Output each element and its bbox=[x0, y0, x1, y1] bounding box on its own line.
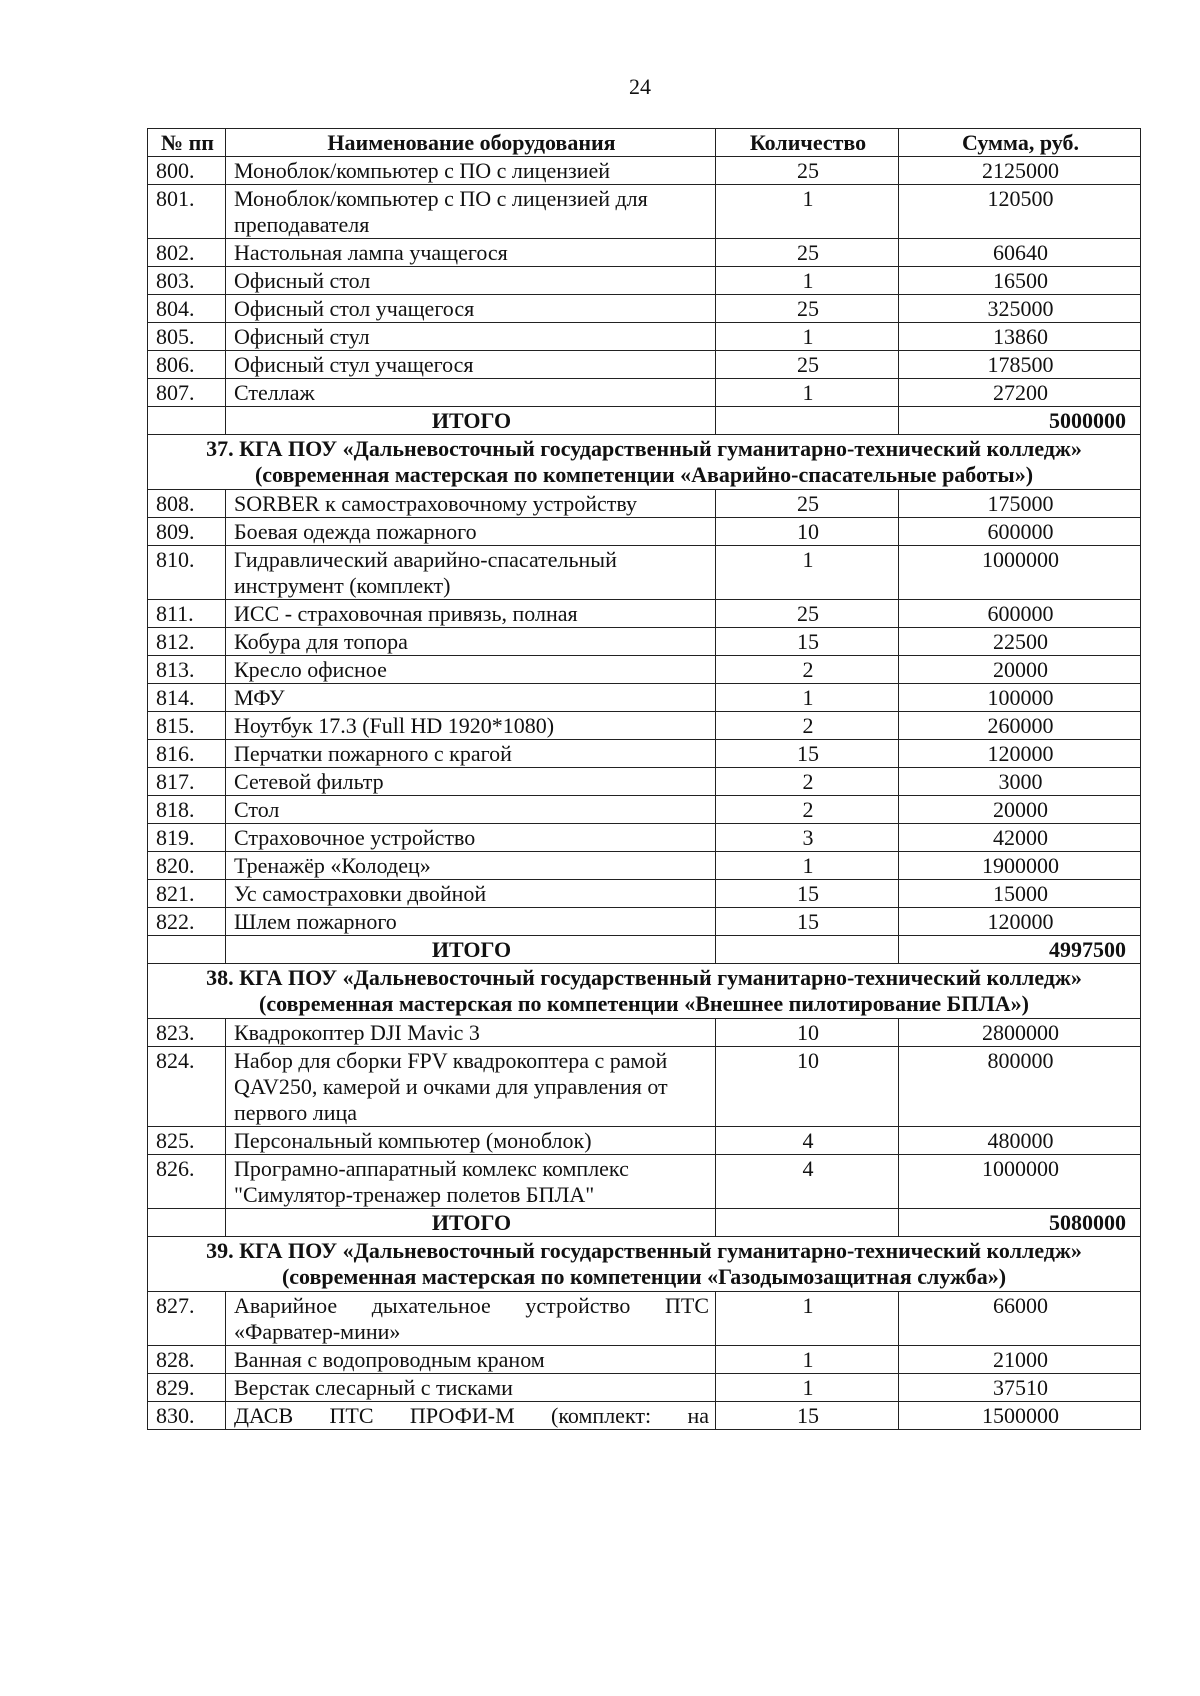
quantity: 10 bbox=[716, 1019, 899, 1047]
quantity: 25 bbox=[716, 490, 899, 518]
section-heading bbox=[148, 1237, 1141, 1292]
row-number: 816. bbox=[148, 740, 226, 768]
row-number: 807. bbox=[148, 379, 226, 407]
equipment-name: Аварийное дыхательное устройство ПТС «Фарватер-мини» bbox=[226, 1292, 716, 1346]
row-number: 802. bbox=[148, 239, 226, 267]
row-number: 820. bbox=[148, 852, 226, 880]
section-title: 37. КГА ПОУ «Дальневосточный государственный гуманитарно-технический колледж» bbox=[206, 436, 1082, 461]
total-label: ИТОГО bbox=[226, 407, 716, 435]
equipment-name: Ноутбук 17.3 (Full HD 1920*1080) bbox=[226, 712, 716, 740]
table-row bbox=[148, 1127, 1141, 1155]
row-number: 826. bbox=[148, 1155, 226, 1209]
total-sum: 4997500 bbox=[899, 936, 1141, 964]
quantity: 25 bbox=[716, 295, 899, 323]
total-empty-cell bbox=[716, 1209, 899, 1237]
quantity: 1 bbox=[716, 852, 899, 880]
table-row bbox=[148, 239, 1141, 267]
sum-rub: 175000 bbox=[899, 490, 1141, 518]
table-row bbox=[148, 796, 1141, 824]
table-body bbox=[148, 157, 1141, 1430]
section-subtitle: (современная мастерская по компетенции «Газодымозащитная служба») bbox=[281, 1264, 1007, 1289]
equipment-name: Моноблок/компьютер с ПО с лицензией bbox=[226, 157, 716, 185]
sum-rub: 1900000 bbox=[899, 852, 1141, 880]
sum-rub: 120000 bbox=[899, 908, 1141, 936]
total-label: ИТОГО bbox=[226, 936, 716, 964]
row-number: 817. bbox=[148, 768, 226, 796]
table-row bbox=[148, 295, 1141, 323]
equipment-name: Тренажёр «Колодец» bbox=[226, 852, 716, 880]
table-row bbox=[148, 824, 1141, 852]
row-number: 825. bbox=[148, 1127, 226, 1155]
page-number: 24 bbox=[629, 74, 651, 99]
row-number: 824. bbox=[148, 1047, 226, 1127]
table-row bbox=[148, 908, 1141, 936]
sum-rub: 1000000 bbox=[899, 1155, 1141, 1209]
table-row bbox=[148, 323, 1141, 351]
sum-rub: 100000 bbox=[899, 684, 1141, 712]
row-number: 814. bbox=[148, 684, 226, 712]
quantity: 25 bbox=[716, 600, 899, 628]
table-header-row bbox=[148, 129, 1141, 157]
sum-rub: 15000 bbox=[899, 880, 1141, 908]
sum-rub: 120500 bbox=[899, 185, 1141, 239]
quantity: 1 bbox=[716, 1292, 899, 1346]
sum-rub: 800000 bbox=[899, 1047, 1141, 1127]
section-title: 38. КГА ПОУ «Дальневосточный государственный гуманитарно-технический колледж» bbox=[206, 965, 1082, 990]
total-sum: 5000000 bbox=[899, 407, 1141, 435]
table-row bbox=[148, 351, 1141, 379]
equipment-name: Перчатки пожарного с крагой bbox=[226, 740, 716, 768]
quantity: 1 bbox=[716, 1346, 899, 1374]
quantity: 25 bbox=[716, 351, 899, 379]
row-number: 810. bbox=[148, 546, 226, 600]
equipment-name: МФУ bbox=[226, 684, 716, 712]
section-subtitle: (современная мастерская по компетенции «Аварийно-спасательные работы») bbox=[254, 462, 1034, 487]
quantity: 10 bbox=[716, 518, 899, 546]
sum-rub: 2125000 bbox=[899, 157, 1141, 185]
sum-rub: 600000 bbox=[899, 600, 1141, 628]
quantity: 1 bbox=[716, 379, 899, 407]
quantity: 3 bbox=[716, 824, 899, 852]
table-row bbox=[148, 852, 1141, 880]
sum-rub: 42000 bbox=[899, 824, 1141, 852]
table-row bbox=[148, 740, 1141, 768]
table-row bbox=[148, 1374, 1141, 1402]
table-row bbox=[148, 1346, 1141, 1374]
row-number: 813. bbox=[148, 656, 226, 684]
sum-rub: 480000 bbox=[899, 1127, 1141, 1155]
table-row bbox=[148, 1402, 1141, 1430]
header-num: № пп bbox=[148, 129, 226, 157]
header-sum: Сумма, руб. bbox=[899, 129, 1141, 157]
quantity: 1 bbox=[716, 323, 899, 351]
row-number: 819. bbox=[148, 824, 226, 852]
sum-rub: 20000 bbox=[899, 656, 1141, 684]
table-row bbox=[148, 518, 1141, 546]
sum-rub: 260000 bbox=[899, 712, 1141, 740]
quantity: 1 bbox=[716, 267, 899, 295]
sum-rub: 2800000 bbox=[899, 1019, 1141, 1047]
equipment-name: Квадрокоптер DJI Mavic 3 bbox=[226, 1019, 716, 1047]
total-sum: 5080000 bbox=[899, 1209, 1141, 1237]
quantity: 25 bbox=[716, 239, 899, 267]
section-title: 39. КГА ПОУ «Дальневосточный государственный гуманитарно-технический колледж» bbox=[206, 1238, 1082, 1263]
sum-rub: 22500 bbox=[899, 628, 1141, 656]
equipment-table bbox=[147, 128, 1141, 1430]
row-number: 829. bbox=[148, 1374, 226, 1402]
row-number: 805. bbox=[148, 323, 226, 351]
sum-rub: 325000 bbox=[899, 295, 1141, 323]
sum-rub: 1500000 bbox=[899, 1402, 1141, 1430]
table-row bbox=[148, 656, 1141, 684]
table-row bbox=[148, 185, 1141, 239]
header-qty: Количество bbox=[716, 129, 899, 157]
equipment-name: ДАСВ ПТС ПРОФИ-М (комплект: на bbox=[226, 1402, 716, 1430]
table-row bbox=[148, 880, 1141, 908]
table-row bbox=[148, 157, 1141, 185]
row-number: 811. bbox=[148, 600, 226, 628]
section-heading bbox=[148, 435, 1141, 490]
quantity: 15 bbox=[716, 908, 899, 936]
equipment-name: Гидравлический аварийно-спасательный инструмент (комплект) bbox=[226, 546, 716, 600]
row-number: 804. bbox=[148, 295, 226, 323]
quantity: 1 bbox=[716, 684, 899, 712]
quantity: 2 bbox=[716, 712, 899, 740]
equipment-name: Програмно-аппаратный комлекс комплекс "Симулятор-тренажер полетов БПЛА" bbox=[226, 1155, 716, 1209]
equipment-name: Моноблок/компьютер с ПО с лицензией для преподавателя bbox=[226, 185, 716, 239]
sum-rub: 3000 bbox=[899, 768, 1141, 796]
equipment-name: ИСС - страховочная привязь, полная bbox=[226, 600, 716, 628]
quantity: 1 bbox=[716, 546, 899, 600]
row-number: 827. bbox=[148, 1292, 226, 1346]
row-number: 821. bbox=[148, 880, 226, 908]
table-row bbox=[148, 712, 1141, 740]
equipment-name: Верстак слесарный с тисками bbox=[226, 1374, 716, 1402]
sum-rub: 20000 bbox=[899, 796, 1141, 824]
equipment-name: Стол bbox=[226, 796, 716, 824]
sum-rub: 60640 bbox=[899, 239, 1141, 267]
row-number: 800. bbox=[148, 157, 226, 185]
equipment-name: Страховочное устройство bbox=[226, 824, 716, 852]
total-empty-cell bbox=[716, 407, 899, 435]
total-label: ИТОГО bbox=[226, 1209, 716, 1237]
row-number: 803. bbox=[148, 267, 226, 295]
table-row bbox=[148, 768, 1141, 796]
equipment-name: Шлем пожарного bbox=[226, 908, 716, 936]
table-row bbox=[148, 379, 1141, 407]
section-heading-row bbox=[148, 1237, 1141, 1292]
equipment-name: Кресло офисное bbox=[226, 656, 716, 684]
quantity: 15 bbox=[716, 740, 899, 768]
quantity: 2 bbox=[716, 796, 899, 824]
sum-rub: 16500 bbox=[899, 267, 1141, 295]
row-number: 801. bbox=[148, 185, 226, 239]
total-row bbox=[148, 407, 1141, 435]
sum-rub: 13860 bbox=[899, 323, 1141, 351]
quantity: 2 bbox=[716, 656, 899, 684]
table-row bbox=[148, 1292, 1141, 1346]
table-row bbox=[148, 546, 1141, 600]
equipment-name: Персональный компьютер (моноблок) bbox=[226, 1127, 716, 1155]
sum-rub: 1000000 bbox=[899, 546, 1141, 600]
table-row bbox=[148, 267, 1141, 295]
equipment-name: Набор для сборки FPV квадрокоптера с рамой QAV250, камерой и очками для управления от первого лица bbox=[226, 1047, 716, 1127]
sum-rub: 37510 bbox=[899, 1374, 1141, 1402]
sum-rub: 66000 bbox=[899, 1292, 1141, 1346]
quantity: 4 bbox=[716, 1155, 899, 1209]
total-empty-cell bbox=[148, 1209, 226, 1237]
quantity: 2 bbox=[716, 768, 899, 796]
row-number: 828. bbox=[148, 1346, 226, 1374]
row-number: 809. bbox=[148, 518, 226, 546]
header-name: Наименование оборудования bbox=[226, 129, 716, 157]
section-heading-row bbox=[148, 435, 1141, 490]
equipment-name: Офисный стул учащегося bbox=[226, 351, 716, 379]
equipment-name: Настольная лампа учащегося bbox=[226, 239, 716, 267]
row-number: 830. bbox=[148, 1402, 226, 1430]
row-number: 806. bbox=[148, 351, 226, 379]
equipment-name: Кобура для топора bbox=[226, 628, 716, 656]
total-row bbox=[148, 936, 1141, 964]
equipment-name: Сетевой фильтр bbox=[226, 768, 716, 796]
row-number: 812. bbox=[148, 628, 226, 656]
section-subtitle: (современная мастерская по компетенции «Внешнее пилотирование БПЛА») bbox=[259, 991, 1029, 1016]
table-row bbox=[148, 628, 1141, 656]
row-number: 808. bbox=[148, 490, 226, 518]
quantity: 4 bbox=[716, 1127, 899, 1155]
total-empty-cell bbox=[716, 936, 899, 964]
table-row bbox=[148, 684, 1141, 712]
table-row bbox=[148, 1047, 1141, 1127]
equipment-name: Офисный стул bbox=[226, 323, 716, 351]
section-heading bbox=[148, 964, 1141, 1019]
equipment-name: Стеллаж bbox=[226, 379, 716, 407]
row-number: 818. bbox=[148, 796, 226, 824]
sum-rub: 600000 bbox=[899, 518, 1141, 546]
equipment-name: Ус самостраховки двойной bbox=[226, 880, 716, 908]
quantity: 15 bbox=[716, 628, 899, 656]
sum-rub: 21000 bbox=[899, 1346, 1141, 1374]
equipment-name: Боевая одежда пожарного bbox=[226, 518, 716, 546]
row-number: 823. bbox=[148, 1019, 226, 1047]
table-row bbox=[148, 600, 1141, 628]
equipment-name: Офисный стол учащегося bbox=[226, 295, 716, 323]
equipment-name: Офисный стол bbox=[226, 267, 716, 295]
table-row bbox=[148, 490, 1141, 518]
equipment-name: Ванная с водопроводным краном bbox=[226, 1346, 716, 1374]
equipment-name: SORBER к самостраховочному устройству bbox=[226, 490, 716, 518]
section-heading-row bbox=[148, 964, 1141, 1019]
table-row bbox=[148, 1019, 1141, 1047]
total-empty-cell bbox=[148, 407, 226, 435]
quantity: 15 bbox=[716, 1402, 899, 1430]
table-row bbox=[148, 1155, 1141, 1209]
sum-rub: 120000 bbox=[899, 740, 1141, 768]
total-empty-cell bbox=[148, 936, 226, 964]
row-number: 815. bbox=[148, 712, 226, 740]
quantity: 25 bbox=[716, 157, 899, 185]
quantity: 10 bbox=[716, 1047, 899, 1127]
sum-rub: 178500 bbox=[899, 351, 1141, 379]
quantity: 15 bbox=[716, 880, 899, 908]
sum-rub: 27200 bbox=[899, 379, 1141, 407]
row-number: 822. bbox=[148, 908, 226, 936]
quantity: 1 bbox=[716, 185, 899, 239]
quantity: 1 bbox=[716, 1374, 899, 1402]
total-row bbox=[148, 1209, 1141, 1237]
